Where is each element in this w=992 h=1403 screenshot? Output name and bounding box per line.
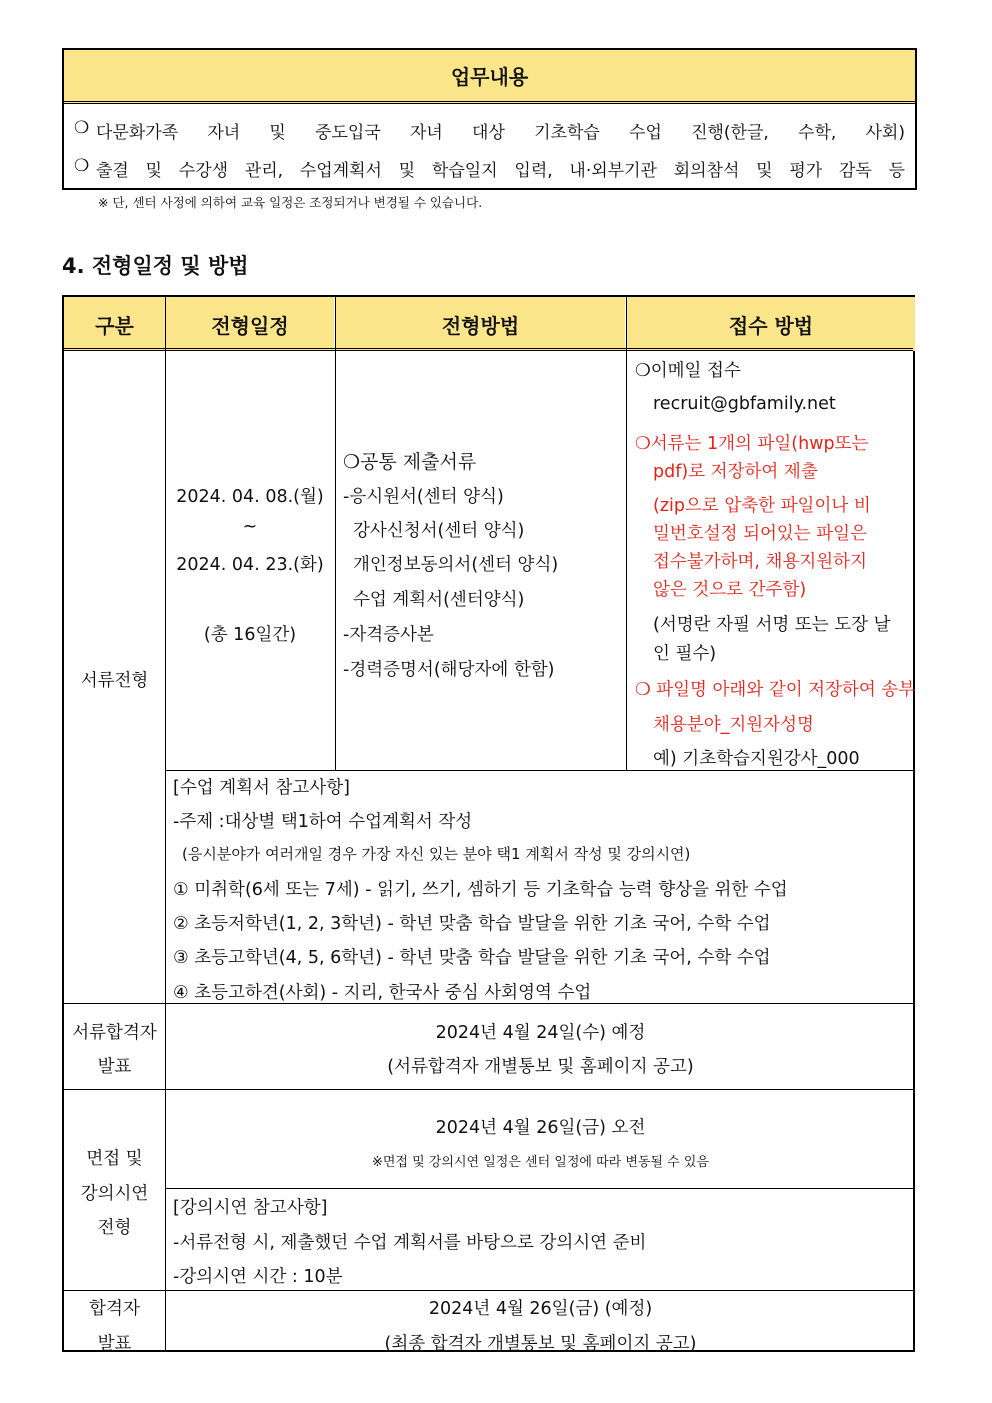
plan-notes-line: (응시분야가 여러개일 경우 가장 자신 있는 분야 택1 계획서 작성 및 강의시연) <box>182 845 691 863</box>
receipt-email-title: ❍이메일 접수 <box>635 361 741 381</box>
duty-text: 출결 및 수강생 관리, 수업계획서 및 학습일지 입력, 내·외부기관 회의참석 및 평가 감독 등 <box>96 161 905 181</box>
receipt-sign-rule: 인 필수) <box>653 644 717 664</box>
plan-notes-line: ① 미취학(6세 또는 7세) - 읽기, 쓰기, 셈하기 등 기초학습 능력 향상을 위한 수업 <box>173 880 788 900</box>
col-divider <box>335 297 336 770</box>
plan-notes-title: [수업 계획서 참고사항] <box>173 778 350 798</box>
receipt-filename-format: 채용분야_지원자성명 <box>653 715 814 735</box>
row-divider <box>165 1188 913 1189</box>
row-label-interview: 강의시연 <box>80 1184 149 1204</box>
row-divider <box>64 1290 913 1291</box>
duty-item <box>74 156 905 181</box>
receipt-zip-rule: 접수불가하며, 채용지원하지 <box>653 552 867 572</box>
demo-notes-line: -강의시연 시간 : 10분 <box>173 1267 343 1287</box>
receipt-zip-rule: 않은 것으로 간주함) <box>653 580 807 600</box>
doc-announce-detail: (서류합격자 개별통보 및 홈페이지 공고) <box>387 1057 694 1077</box>
header-category: 구분 <box>64 297 165 351</box>
schedule-start: 2024. 04. 08.(월) <box>176 487 324 507</box>
plan-notes-line: -주제 :대상별 택1하여 수업계획서 작성 <box>173 812 473 832</box>
duty-marker: ❍ <box>74 156 90 176</box>
plan-notes-line: ③ 초등고학년(4, 5, 6학년) - 학년 맞춤 학습 발달을 위한 기초 국어, 수학 수업 <box>173 948 771 968</box>
col-divider <box>165 297 166 1350</box>
method-item: 강사신청서(센터 양식) <box>353 521 525 541</box>
method-item: 수업 계획서(센터양식) <box>353 590 525 610</box>
receipt-filename-rule: ❍ 파일명 아래와 같이 저장하여 송부 <box>635 680 916 700</box>
row-divider <box>64 1089 913 1090</box>
doc-announce-date: 2024년 4월 24일(수) 예정 <box>435 1023 646 1043</box>
duties-note: ※ 단, 센터 사정에 의하여 교육 일정은 조정되거나 변경될 수 있습니다. <box>98 195 483 210</box>
header-schedule: 전형일정 <box>166 297 334 351</box>
duty-marker: ❍ <box>74 118 90 138</box>
demo-notes-title: [강의시연 참고사항] <box>173 1198 328 1218</box>
schedule-duration: (총 16일간) <box>203 625 297 645</box>
col-divider <box>626 297 627 770</box>
interview-date-note: ※면접 및 강의시연 일정은 센터 일정에 따라 변동될 수 있음 <box>372 1155 709 1170</box>
plan-notes-line: ② 초등저학년(1, 2, 3학년) - 학년 맞춤 학습 발달을 위한 기초 국어, 수학 수업 <box>173 914 771 934</box>
header-divider <box>64 348 913 351</box>
duties-box <box>62 48 917 190</box>
receipt-email[interactable]: recruit@gbfamily.net <box>653 394 836 414</box>
schedule-end: 2024. 04. 23.(화) <box>176 555 324 575</box>
demo-notes-line: -서류전형 시, 제출했던 수업 계획서를 바탕으로 강의시연 준비 <box>173 1233 647 1253</box>
method-item: -응시원서(센터 양식) <box>343 487 504 507</box>
schedule-tilde: ~ <box>242 517 258 537</box>
row-label-final-announce: 발표 <box>97 1334 132 1354</box>
row-label-interview: 전형 <box>97 1218 132 1238</box>
interview-date: 2024년 4월 26일(금) 오전 <box>435 1118 646 1138</box>
method-item: 개인정보동의서(센터 양식) <box>353 555 559 575</box>
receipt-zip-rule: (zip으로 압축한 파일이나 비 <box>653 496 871 516</box>
row-label-doc-screening: 서류전형 <box>80 671 149 691</box>
receipt-file-rule: ❍서류는 1개의 파일(hwp또는 <box>635 434 869 454</box>
final-announce-date: 2024년 4월 26일(금) (예정) <box>428 1299 653 1319</box>
plan-notes-line: ④ 초등고하견(사회) - 지리, 한국사 중심 사회영역 수업 <box>173 983 592 1003</box>
method-title: ❍공통 제출서류 <box>343 451 477 473</box>
row-label-doc-announce: 서류합격자 <box>72 1023 157 1043</box>
header-receipt: 접수 방법 <box>627 297 915 351</box>
row-label-final-announce: 합격자 <box>89 1299 140 1319</box>
receipt-filename-example: 예) 기초학습지원강사_000 <box>653 749 860 769</box>
receipt-file-rule: pdf)로 저장하여 제출 <box>653 462 818 482</box>
header-method: 전형방법 <box>336 297 625 351</box>
receipt-sign-rule: (서명란 자필 서명 또는 도장 날 <box>653 615 891 635</box>
row-label-doc-announce: 발표 <box>97 1057 132 1077</box>
method-item: -자격증사본 <box>343 625 434 645</box>
row-label-interview: 면접 및 <box>86 1149 143 1169</box>
schedule-table <box>62 295 915 1352</box>
receipt-zip-rule: 밀번호설정 되어있는 파일은 <box>653 524 867 544</box>
final-announce-detail: (최종 합격자 개별통보 및 홈페이지 공고) <box>384 1334 697 1354</box>
duty-item <box>74 118 905 143</box>
duties-title: 업무내용 <box>64 50 915 104</box>
method-item: -경력증명서(해당자에 한함) <box>343 660 555 680</box>
row-divider <box>165 770 913 771</box>
section-title: 4. 전형일정 및 방법 <box>62 254 249 278</box>
duty-text: 다문화가족 자녀 및 중도입국 자녀 대상 기초학습 수업 진행(한글, 수학, 사회) <box>96 123 905 143</box>
